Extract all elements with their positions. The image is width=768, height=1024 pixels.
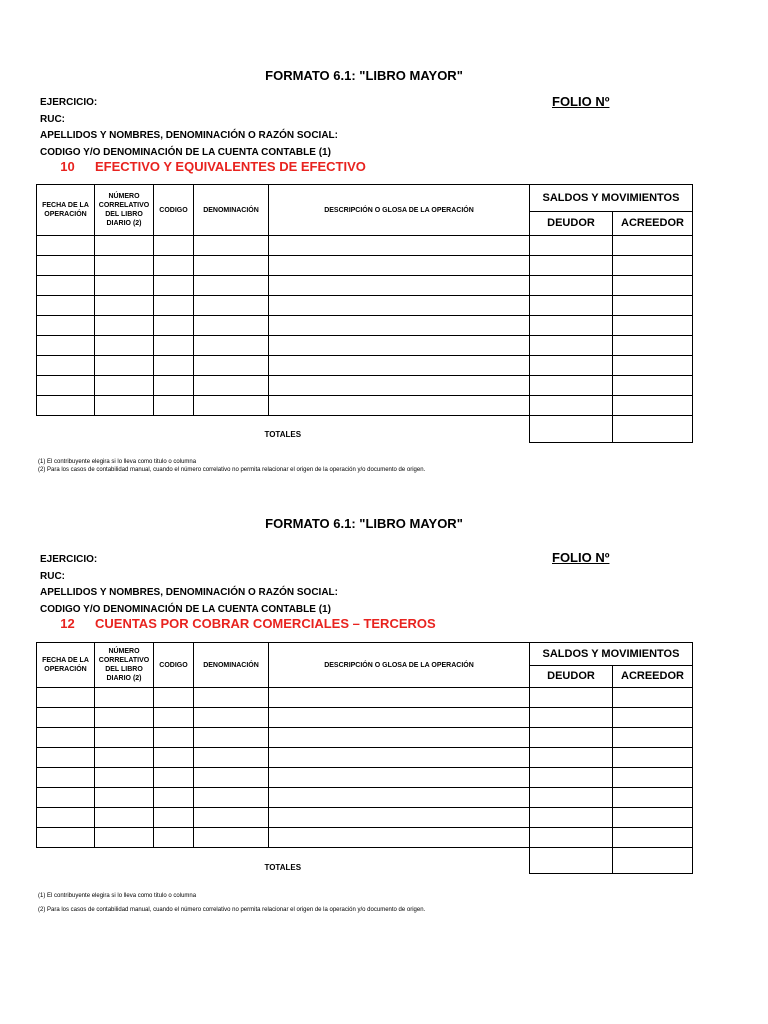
col-header-codigo: CODIGO (154, 643, 194, 688)
col-header-numero: NÚMERO CORRELATIVO DEL LIBRO DIARIO (2) (95, 185, 154, 236)
col-header-deudor: DEUDOR (530, 666, 613, 688)
account-name: CUENTAS POR COBRAR COMERCIALES – TERCEROS (95, 616, 436, 631)
page-title: FORMATO 6.1: "LIBRO MAYOR" (265, 68, 463, 83)
col-header-denominacion: DENOMINACIÓN (194, 643, 269, 688)
table-row (37, 356, 693, 376)
table-row (37, 768, 693, 788)
table-row (37, 828, 693, 848)
total-deudor (530, 416, 613, 443)
footnote-2: (2) Para los casos de contabilidad manual, cuando el número correlativo no permita relacionar el origen de la operación y/o documento de origen. (38, 467, 426, 473)
cuenta-contable-label: CODIGO Y/O DENOMINACIÓN DE LA CUENTA CONTABLE (1) (40, 147, 331, 158)
col-header-codigo: CODIGO (154, 185, 194, 236)
page-title: FORMATO 6.1: "LIBRO MAYOR" (265, 516, 463, 531)
ejercicio-label: EJERCICIO: (40, 554, 98, 565)
total-acreedor (613, 848, 693, 874)
table-row (37, 396, 693, 416)
razon-social-label: APELLIDOS Y NOMBRES, DENOMINACIÓN O RAZÓN SOCIAL: (40, 587, 338, 598)
col-header-deudor: DEUDOR (530, 212, 613, 236)
table-row (37, 316, 693, 336)
footnote-1: (1) El contribuyente elegira si lo lleva como titulo o columna (38, 893, 197, 899)
totals-row (37, 848, 693, 874)
totals-row (37, 416, 693, 443)
cuenta-contable-label: CODIGO Y/O DENOMINACIÓN DE LA CUENTA CONTABLE (1) (40, 604, 331, 615)
table-row (37, 276, 693, 296)
razon-social-label: APELLIDOS Y NOMBRES, DENOMINACIÓN O RAZÓN SOCIAL: (40, 130, 338, 141)
ledger-table (36, 642, 693, 874)
col-header-descripcion: DESCRIPCIÓN O GLOSA DE LA OPERACIÓN (269, 185, 530, 236)
table-row (37, 708, 693, 728)
ruc-label: RUC: (40, 571, 65, 582)
table-row (37, 808, 693, 828)
account-heading (40, 159, 366, 174)
table-row (37, 788, 693, 808)
table-row (37, 236, 693, 256)
table-row (37, 376, 693, 396)
ledger-table (36, 184, 693, 443)
col-header-saldos: SALDOS Y MOVIMIENTOS (530, 185, 693, 212)
col-header-fecha: FECHA DE LA OPERACIÓN (37, 185, 95, 236)
col-header-fecha: FECHA DE LA OPERACIÓN (37, 643, 95, 688)
table-row (37, 336, 693, 356)
col-header-acreedor: ACREEDOR (613, 212, 693, 236)
account-code: 12 (60, 616, 75, 631)
account-heading (40, 616, 436, 631)
col-header-acreedor: ACREEDOR (613, 666, 693, 688)
col-header-descripcion: DESCRIPCIÓN O GLOSA DE LA OPERACIÓN (269, 643, 530, 688)
account-name: EFECTIVO Y EQUIVALENTES DE EFECTIVO (95, 159, 366, 174)
table-row (37, 256, 693, 276)
totals-label: TOTALES (264, 429, 302, 439)
col-header-numero: NÚMERO CORRELATIVO DEL LIBRO DIARIO (2) (95, 643, 154, 688)
col-header-saldos: SALDOS Y MOVIMIENTOS (530, 643, 693, 666)
total-acreedor (613, 416, 693, 443)
table-row (37, 728, 693, 748)
total-deudor (530, 848, 613, 874)
ejercicio-label: EJERCICIO: (40, 97, 98, 108)
account-code: 10 (60, 159, 75, 174)
totals-label: TOTALES (264, 863, 302, 873)
footnote-1: (1) El contribuyente elegira si lo lleva como titulo o columna (38, 459, 197, 465)
footnote-2: (2) Para los casos de contabilidad manual, cuando el número correlativo no permita relacionar el origen de la operación y/o documento de origen. (38, 907, 426, 913)
table-row (37, 688, 693, 708)
folio-label: FOLIO Nº (552, 94, 610, 109)
col-header-denominacion: DENOMINACIÓN (194, 185, 269, 236)
folio-label: FOLIO Nº (552, 550, 610, 565)
table-row (37, 296, 693, 316)
ruc-label: RUC: (40, 114, 65, 125)
table-row (37, 748, 693, 768)
